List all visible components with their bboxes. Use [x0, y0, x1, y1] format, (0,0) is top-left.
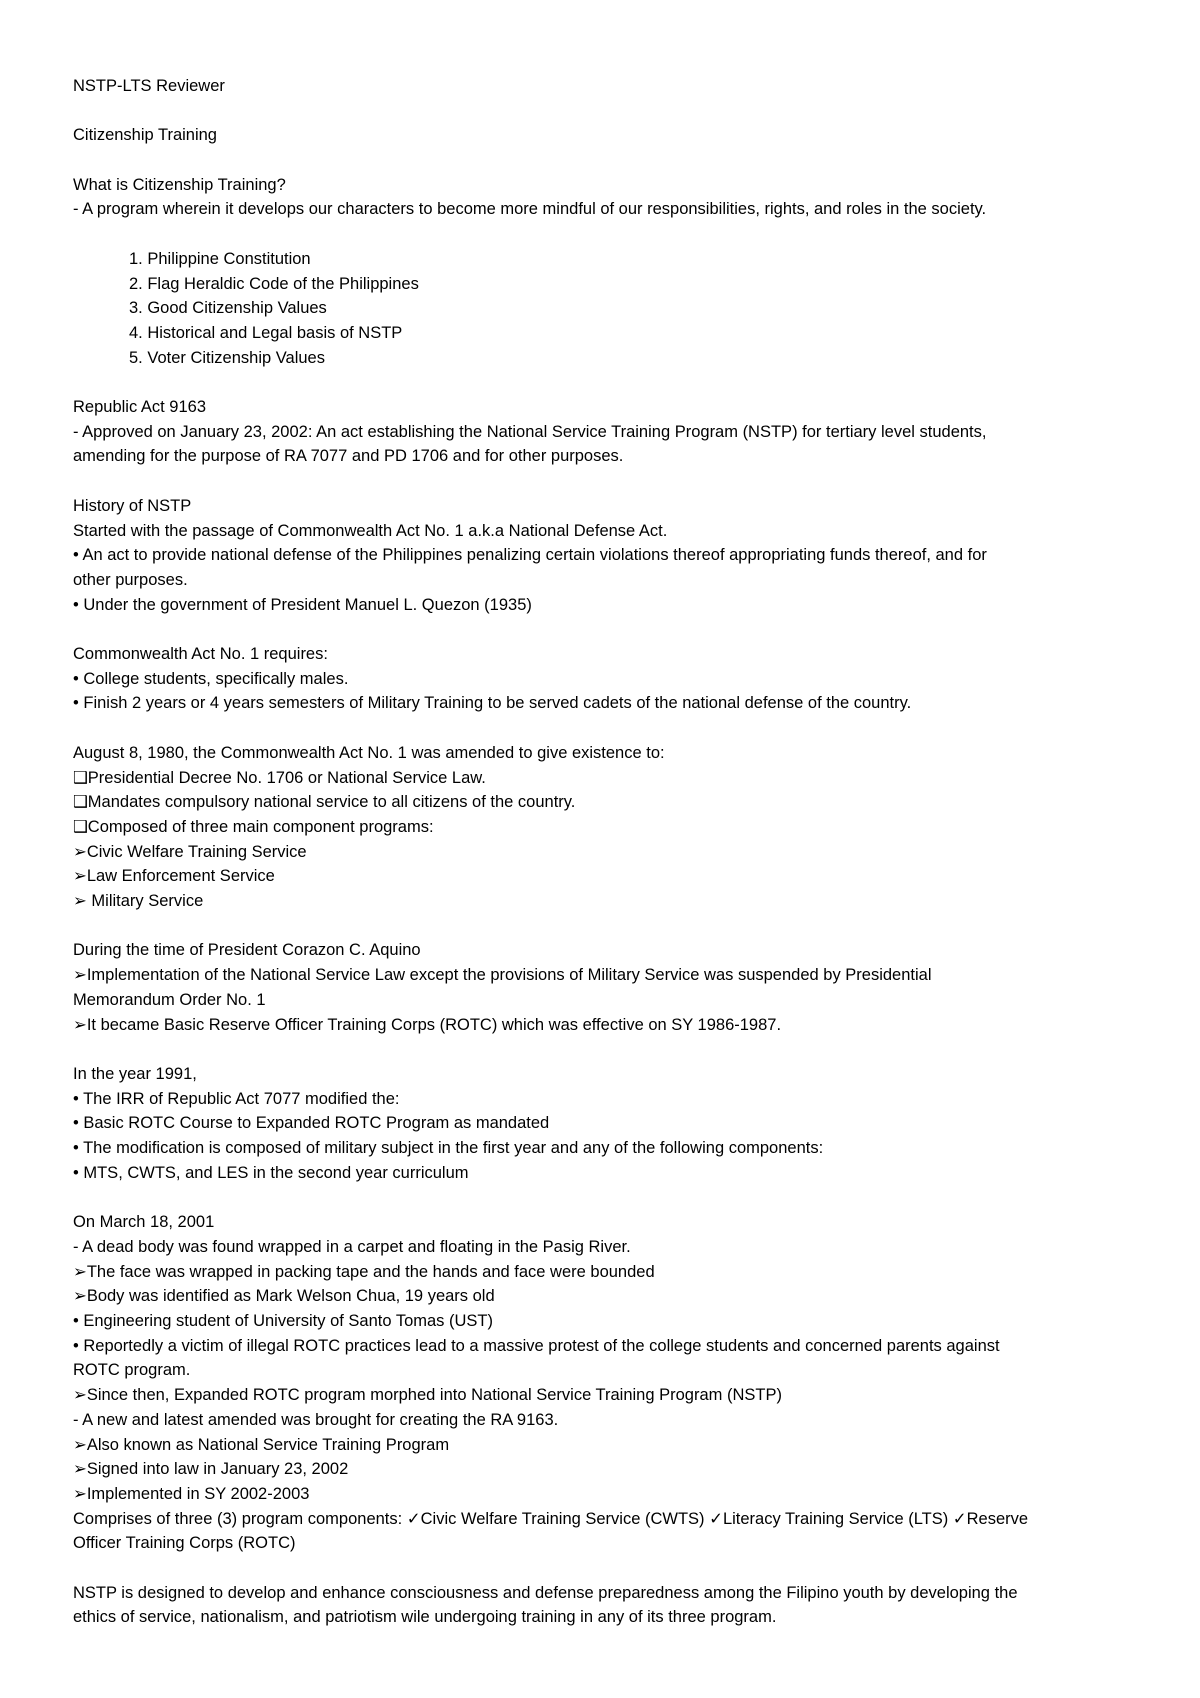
checkbox-item: ❑Composed of three main component programs: [73, 817, 434, 836]
mar2001-text: ➢Also known as National Service Training Program [73, 1435, 450, 1454]
closing-text: ethics of service, nationalism, and patriotism wile undergoing training in any of its three program. [73, 1608, 777, 1627]
checkbox-item: ❑Presidential Decree No. 1706 or National Service Law. [73, 768, 486, 787]
mar2001-text: - A new and latest amended was brought for creating the RA 9163. [73, 1410, 559, 1429]
arrow-item: ➢Implementation of the National Service Law except the provisions of Military Service was suspended by Presidential [73, 966, 932, 985]
mar2001-text: ➢Signed into law in January 23, 2002 [73, 1460, 349, 1479]
mar2001-text: ➢Implemented in SY 2002-2003 [73, 1484, 310, 1503]
y1991-bullet: • MTS, CWTS, and LES in the second year curriculum [73, 1163, 469, 1182]
arrow-item: ➢ Military Service [73, 892, 204, 911]
arrow-item: ➢Law Enforcement Service [73, 867, 275, 886]
mar2001-text: • Engineering student of University of Santo Tomas (UST) [73, 1312, 494, 1330]
checkbox-item: ❑Mandates compulsory national service to all citizens of the country. [73, 793, 576, 812]
mar2001-text: ➢Since then, Expanded ROTC program morphed into National Service Training Program (NSTP) [73, 1386, 782, 1405]
ra9163-text: - Approved on January 23, 2002: An act establishing the National Service Training Program (NSTP) for tertiary level students, [73, 422, 987, 441]
mar2001-text: ROTC program. [73, 1361, 191, 1380]
topics-list [73, 247, 1143, 371]
mar2001-text: Officer Training Corps (ROTC) [73, 1534, 296, 1553]
mar2001-heading: On March 18, 2001 [73, 1213, 215, 1232]
what-is-definition: - A program wherein it develops our characters to become more mindful of our responsibilities, rights, and roles in the society. [73, 200, 987, 219]
section-title: Citizenship Training [73, 126, 217, 145]
closing-text: NSTP is designed to develop and enhance consciousness and defense preparedness among the Filipino youth by developing the [73, 1583, 1018, 1602]
ra9163-text: amending for the purpose of RA 7077 and PD 1706 and for other purposes. [73, 447, 624, 466]
history-bullet: other purposes. [73, 570, 188, 589]
list-item: 4. Historical and Legal basis of NSTP [129, 323, 403, 342]
ca1-heading: Commonwealth Act No. 1 requires: [73, 645, 328, 664]
list-item: 5. Voter Citizenship Values [129, 348, 325, 367]
history-bullet: • Under the government of President Manuel L. Quezon (1935) [73, 595, 532, 614]
list-item: 1. Philippine Constitution [129, 249, 311, 268]
ra9163-heading: Republic Act 9163 [73, 398, 207, 417]
history-heading: History of NSTP [73, 496, 192, 515]
list-item: 3. Good Citizenship Values [129, 299, 327, 318]
document-page [73, 74, 1143, 1630]
ca1-bullet: • Finish 2 years or 4 years semesters of Military Training to be served cadets of the national defense of the country. [73, 694, 912, 713]
history-bullet: • An act to provide national defense of the Philippines penalizing certain violations thereof appropriating funds thereof, and for [73, 546, 987, 565]
mar2001-text: ➢Body was identified as Mark Welson Chua, 19 years old [73, 1287, 495, 1306]
mar2001-text: - A dead body was found wrapped in a carpet and floating in the Pasig River. [73, 1237, 631, 1256]
arrow-item: ➢It became Basic Reserve Officer Training Corps (ROTC) which was effective on SY 1986-1987. [73, 1015, 782, 1034]
mar2001-text: • Reportedly a victim of illegal ROTC practices lead to a massive protest of the college students and concerned parents against [73, 1336, 1000, 1355]
list-item: 2. Flag Heraldic Code of the Philippines [129, 274, 419, 293]
y1991-bullet: • The modification is composed of military subject in the first year and any of the following components: [73, 1139, 824, 1158]
history-text: Started with the passage of Commonwealth Act No. 1 a.k.a National Defense Act. [73, 521, 668, 540]
y1991-bullet: • Basic ROTC Course to Expanded ROTC Program as mandated [73, 1114, 550, 1133]
arrow-item: ➢Civic Welfare Training Service [73, 842, 307, 861]
what-is-heading: What is Citizenship Training? [73, 175, 286, 194]
mar2001-text: ➢The face was wrapped in packing tape and the hands and face were bounded [73, 1262, 655, 1281]
arrow-item: Memorandum Order No. 1 [73, 990, 266, 1009]
document-title: NSTP-LTS Reviewer [73, 77, 225, 95]
mar2001-text: Comprises of three (3) program components: ✓Civic Welfare Training Service (CWTS) ✓Literacy Training Service (LTS) ✓Reserve [73, 1509, 1029, 1528]
aug1980-heading: August 8, 1980, the Commonwealth Act No. 1 was amended to give existence to: [73, 743, 665, 762]
ca1-bullet: • College students, specifically males. [73, 669, 349, 688]
aquino-heading: During the time of President Corazon C. Aquino [73, 941, 421, 960]
y1991-bullet: • The IRR of Republic Act 7077 modified the: [73, 1089, 400, 1108]
y1991-heading: In the year 1991, [73, 1064, 197, 1083]
